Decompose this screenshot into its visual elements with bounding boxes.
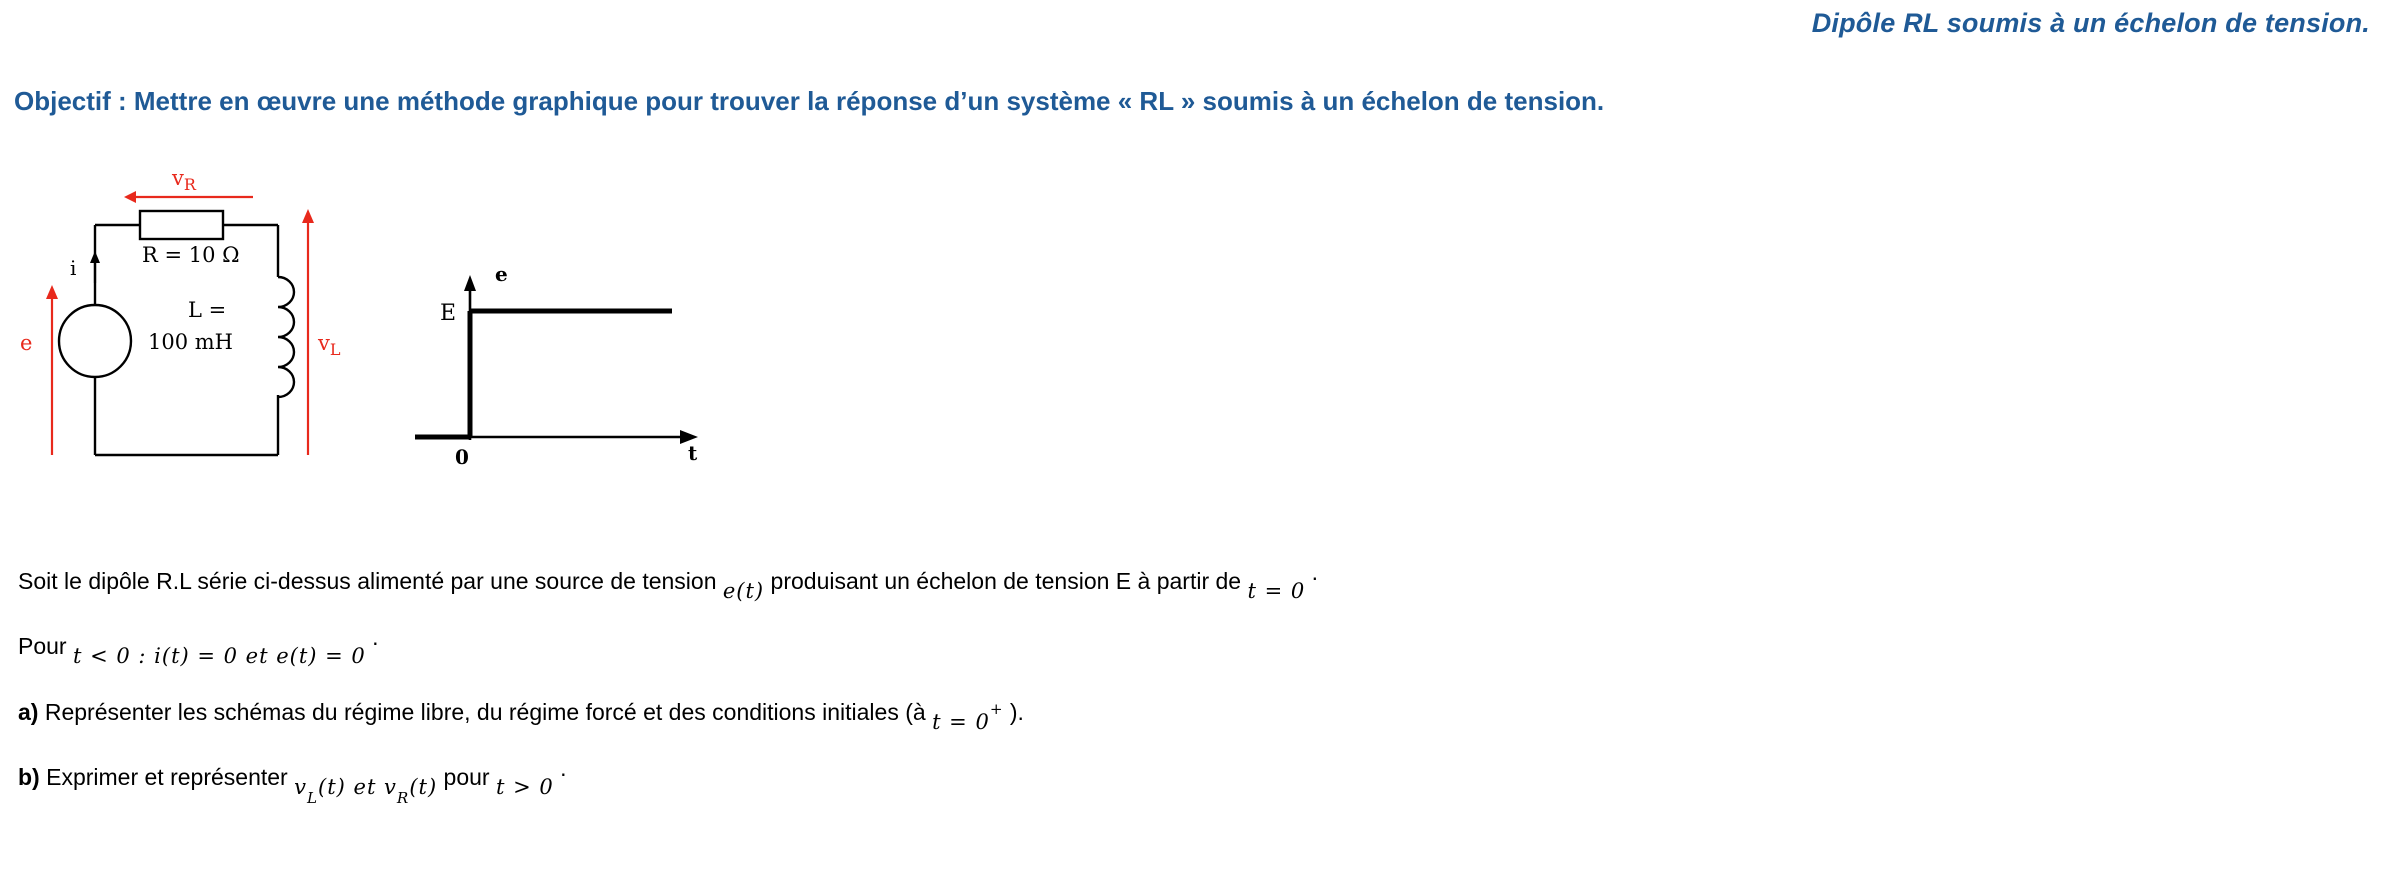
body-text bbox=[18, 559, 2318, 808]
step-curve bbox=[415, 311, 672, 437]
vl-arrow bbox=[302, 209, 314, 455]
figures-area bbox=[0, 165, 760, 565]
p3-part1: Représenter les schémas du régime libre, du régime forcé et des conditions initiales (à bbox=[44, 699, 926, 725]
p4-math-v1: v bbox=[294, 775, 307, 799]
p3-part2: ). bbox=[1009, 699, 1024, 725]
p4-math-v1-sub: L bbox=[306, 789, 319, 808]
voltage-source-symbol bbox=[59, 305, 131, 377]
inductor-value-label-line2: 100 mH bbox=[148, 330, 233, 354]
p4-math-vl-vr bbox=[294, 775, 438, 808]
step-plot-axes bbox=[415, 275, 698, 444]
inductor-symbol bbox=[278, 277, 294, 397]
p3-math-base: t = 0 bbox=[932, 710, 990, 734]
p1-part2: produisant un échelon de tension E à partir de bbox=[770, 568, 1242, 594]
p3-math-t0plus bbox=[932, 700, 1004, 734]
p4-math-v2-rest: (t) bbox=[409, 775, 438, 799]
p1-end: . bbox=[1311, 559, 1318, 585]
current-label: i bbox=[70, 256, 77, 280]
p4-item-label: b) bbox=[18, 764, 40, 790]
vl-label: $v_L$ bbox=[318, 331, 341, 359]
current-arrow bbox=[90, 251, 100, 283]
inductor-value-label-line1: L = bbox=[188, 298, 227, 322]
paragraph-3 bbox=[18, 699, 2318, 734]
step-plot-origin-label: 0 bbox=[455, 445, 469, 469]
e-arrow bbox=[46, 285, 58, 455]
e-label: e bbox=[20, 331, 33, 355]
objective-heading: Objectif : Mettre en œuvre une méthode graphique pour trouver la réponse d’un système « RL » soumis à un échelon de tension. bbox=[14, 86, 1605, 116]
p1-part1: Soit le dipôle R.L série ci-dessus alimenté par une source de tension bbox=[18, 568, 717, 594]
paragraph-4 bbox=[18, 755, 2318, 808]
p1-math-et: e(t) bbox=[722, 579, 765, 603]
p4-part1: Exprimer et représenter bbox=[46, 764, 288, 790]
paragraph-1 bbox=[18, 559, 2318, 603]
circuit-and-step-figure bbox=[0, 165, 760, 565]
p2-part1: Pour bbox=[18, 633, 67, 659]
p4-math-tgt0: t > 0 bbox=[495, 775, 554, 799]
p2-end: . bbox=[372, 624, 379, 650]
resistor-value-label: R = 10 Ω bbox=[142, 243, 240, 267]
vr-label: $v_R$ bbox=[172, 166, 196, 194]
page-title: Dipôle RL soumis à un échelon de tension. bbox=[1811, 8, 2370, 38]
p3-item-label: a) bbox=[18, 699, 39, 725]
p4-end: . bbox=[560, 755, 567, 781]
p3-math-sup: + bbox=[989, 700, 1004, 718]
step-plot-level-label: E bbox=[440, 301, 457, 326]
paragraph-2 bbox=[18, 624, 2318, 668]
p2-math-conditions: t < 0 : i(t) = 0 et e(t) = 0 bbox=[72, 644, 366, 668]
p4-part2: pour bbox=[443, 764, 490, 790]
step-plot-y-label: e bbox=[495, 262, 508, 286]
p1-math-t0: t = 0 bbox=[1247, 579, 1306, 603]
p4-math-v2-sub: R bbox=[396, 789, 410, 808]
step-plot-x-label: t bbox=[688, 441, 698, 465]
resistor-symbol bbox=[140, 211, 223, 239]
p4-math-v1-rest: (t) et v bbox=[318, 775, 397, 799]
